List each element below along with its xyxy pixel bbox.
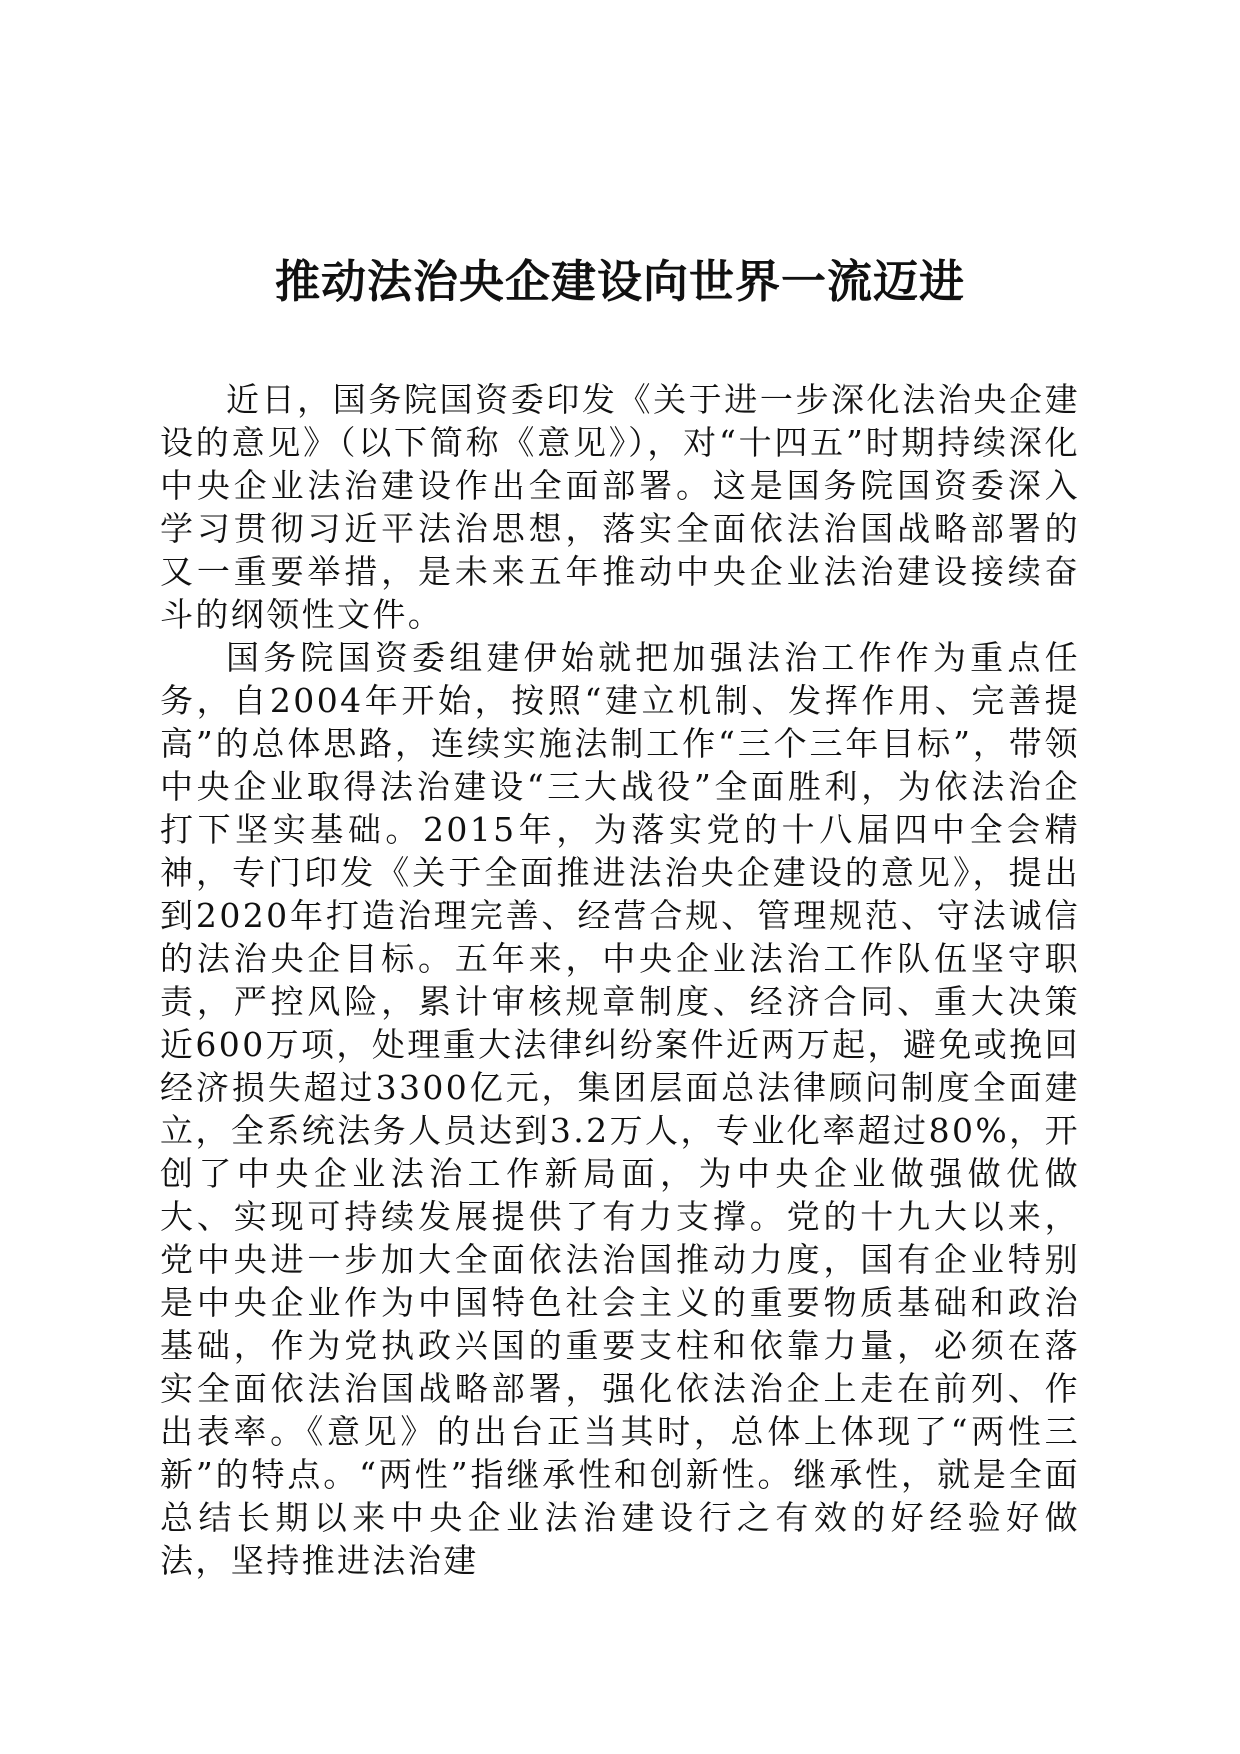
paragraph: 国务院国资委组建伊始就把加强法治工作作为重点任务，自2004年开始，按照“建立机制、发挥作用、完善提高”的总体思路，连续实施法制工作“三个三年目标”，带领中央企业取得法治建设“三大战役”全面胜利，为依法治企打下坚实基础。2015年，为落实党的十八届四中全会精神，专门印发《关于全面推进法治央企建设的意见》，提出到2020年打造治理完善、经营合规、管理规范、守法诚信的法治央企目标。五年来，中央企业法治工作队伍坚守职责，严控风险，累计审核规章制度、经济合同、重大决策近600万项，处理重大法律纠纷案件近两万起，避免或挽回经济损失超过3300亿元，集团层面总法律顾问制度全面建立，全系统法务人员达到3.2万人，专业化率超过80%，开创了中央企业法治工作新局面，为中央企业做强做优做大、实现可持续发展提供了有力支撑。党的十九大以来，党中央进一步加大全面依法治国推动力度，国有企业特别是中央企业作为中国特色社会主义的重要物质基础和政治基础，作为党执政兴国的重要支柱和依靠力量，必须在落实全面依法治国战略部署，强化依法治企上走在前列、作出表率。《意见》的出台正当其时，总体上体现了“两性三新”的特点。“两性”指继承性和创新性。继承性，就是全面总结长期以来中央企业法治建设行之有效的好经验好做法，坚持推进法治建 [160, 638, 1080, 1580]
document-body [160, 378, 1080, 1582]
paragraph: 近日，国务院国资委印发《关于进一步深化法治央企建设的意见》（以下简称《意见》），对“十四五”时期持续深化中央企业法治建设作出全面部署。这是国务院国资委深入学习贯彻习近平法治思想，落实全面依法治国战略部署的又一重要举措，是未来五年推动中央企业法治建设接续奋斗的纲领性文件。 [160, 380, 1080, 634]
document-title: 推动法治央企建设向世界一流迈进 [274, 255, 965, 308]
